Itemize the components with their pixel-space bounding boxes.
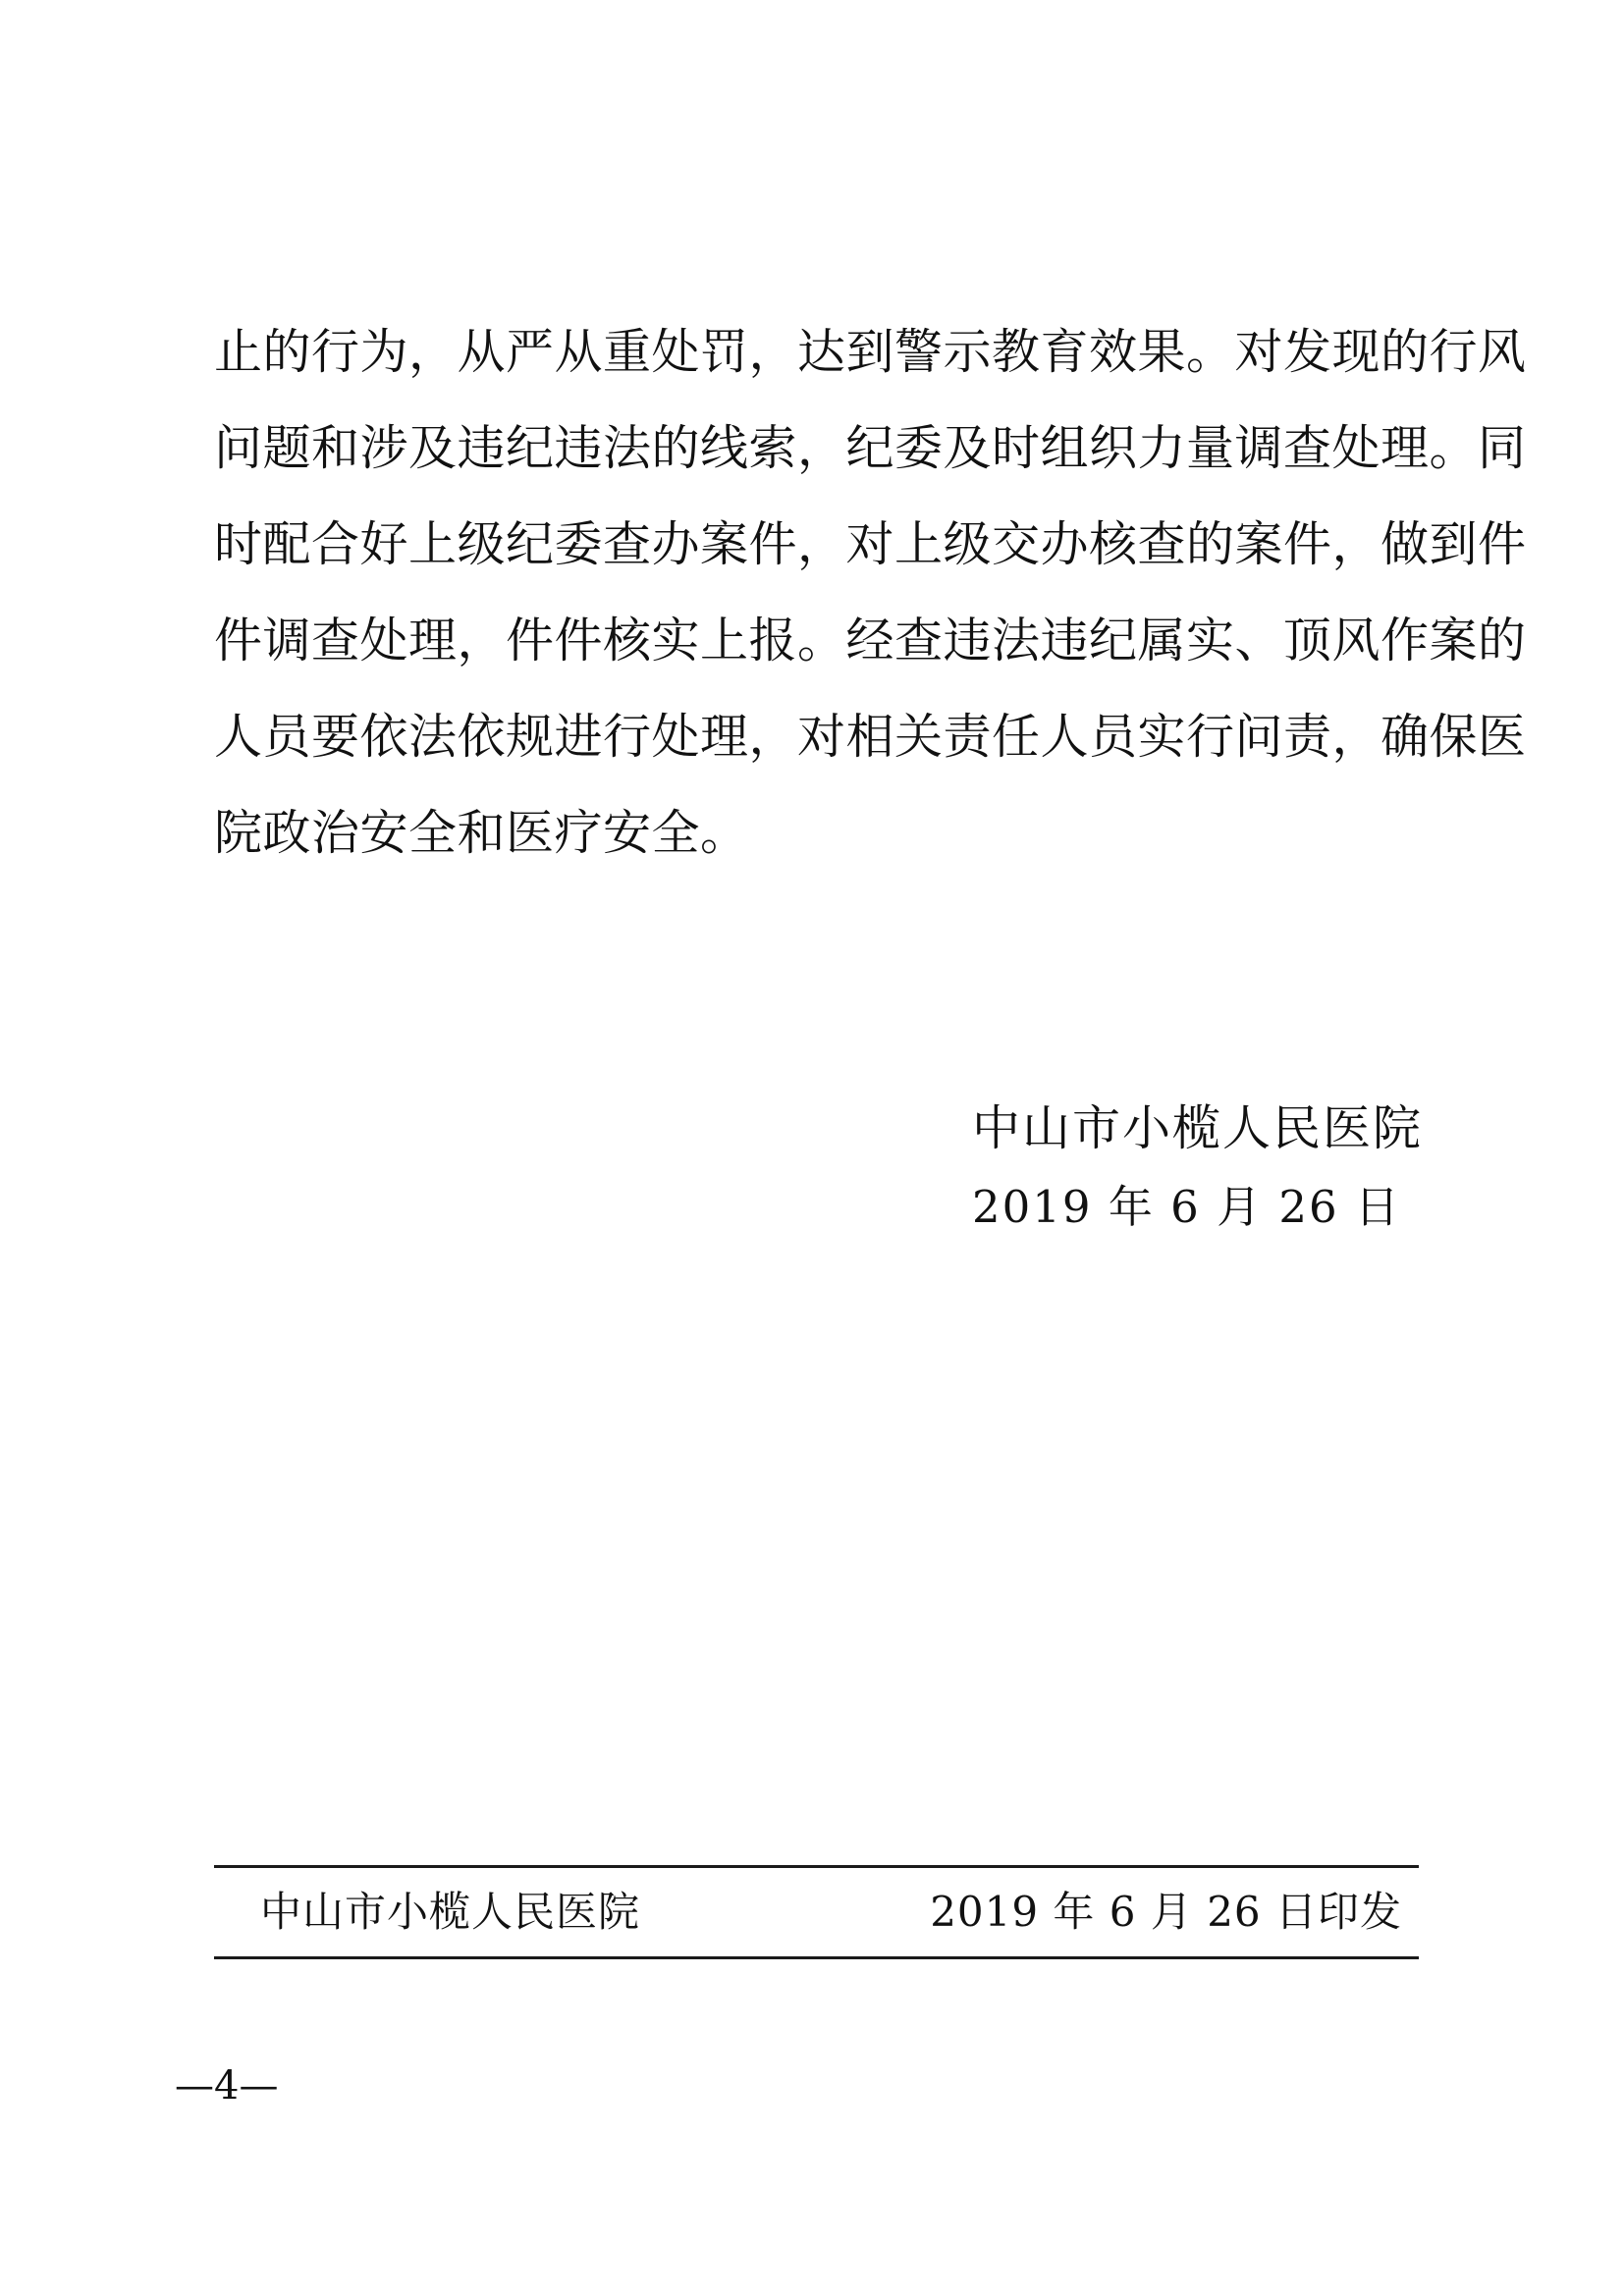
body-line: 人员要依法依规进行处理，对相关责任人员实行问责，确保医	[214, 709, 1527, 765]
footer-bottom-rule	[214, 1956, 1419, 1959]
signature-date: 2019 年 6 月 26 日	[972, 1181, 1401, 1233]
footer-organization: 中山市小榄人民医院	[260, 1888, 641, 1936]
footer-issue-date: 2019 年 6 月 26 日印发	[930, 1888, 1402, 1936]
body-line: 问题和涉及违纪违法的线索，纪委及时组织力量调查处理。同	[214, 420, 1527, 476]
signature-organization: 中山市小榄人民医院	[972, 1100, 1424, 1156]
page-number: —4—	[175, 2063, 279, 2109]
signature-block	[972, 1090, 1424, 1247]
body-line: 院政治安全和医疗安全。	[214, 805, 749, 861]
body-line: 时配合好上级纪委查办案件，对上级交办核查的案件，做到件	[214, 516, 1527, 572]
body-line: 件调查处理，件件核实上报。经查违法违纪属实、顶风作案的	[214, 613, 1527, 668]
body-paragraph	[214, 304, 1527, 881]
footer-top-rule	[214, 1865, 1419, 1868]
body-line: 止的行为，从严从重处罚，达到警示教育效果。对发现的行风	[214, 324, 1527, 380]
